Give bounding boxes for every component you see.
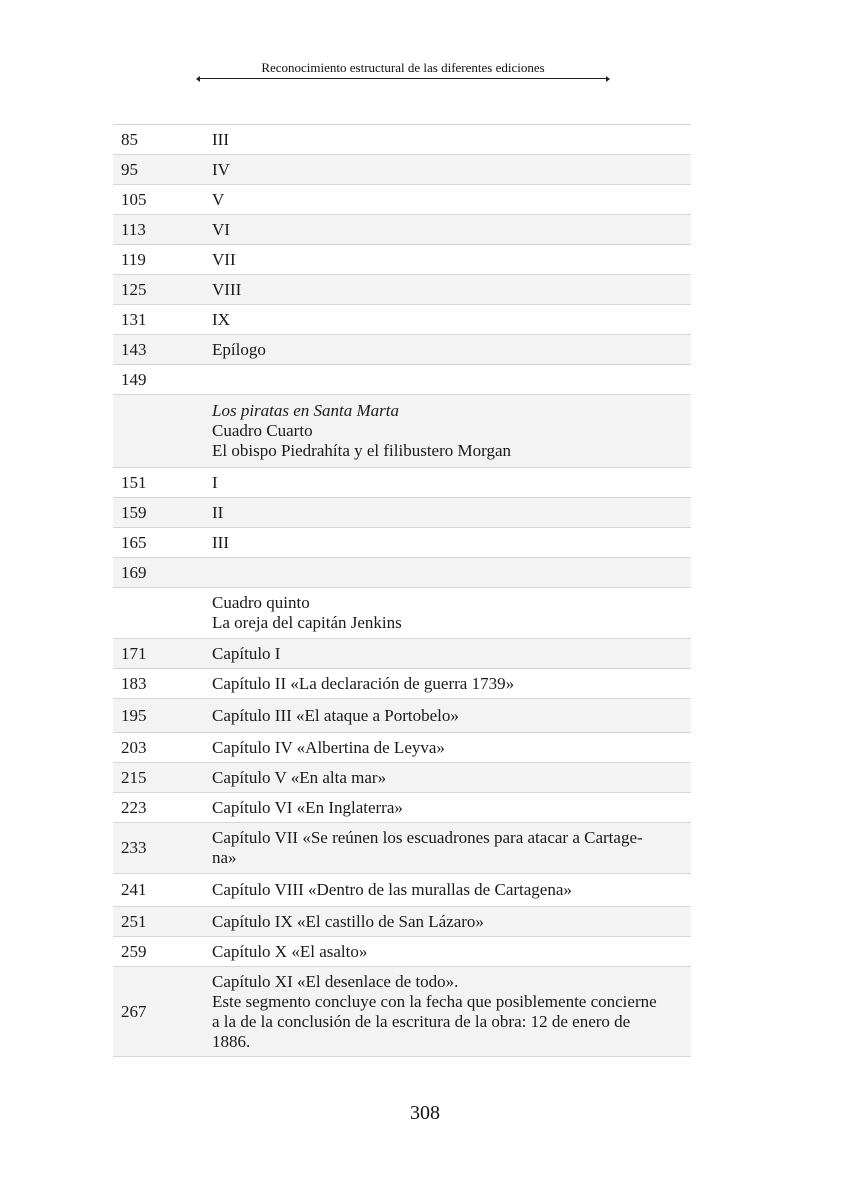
toc-page-number: 131 [121, 309, 147, 329]
toc-page-number: 119 [121, 249, 146, 269]
toc-page-number: 195 [121, 705, 147, 725]
running-header: Reconocimiento estructural de las diferentes ediciones [261, 60, 545, 75]
toc-row [113, 527, 691, 557]
toc-page-number: 259 [121, 941, 147, 961]
toc-row [113, 467, 691, 497]
toc-entry [212, 473, 691, 493]
toc-entry [212, 250, 691, 270]
toc-entry [212, 644, 691, 664]
toc-entry [212, 738, 691, 758]
toc-page-number: 151 [121, 472, 147, 492]
toc-entry-line: 1886. [212, 1031, 251, 1051]
toc-page-number: 251 [121, 911, 147, 931]
toc-entry-line: Capítulo IX «El castillo de San Lázaro» [212, 911, 484, 931]
toc-row [113, 154, 691, 184]
toc-entry-line: na» [212, 848, 237, 867]
toc-entry-line: Capítulo I [212, 643, 281, 663]
toc-row [113, 873, 691, 906]
toc-entry-line: Epílogo [212, 339, 266, 359]
toc-entry [212, 533, 691, 553]
toc-entry-line: Capítulo VIII «Dentro de las murallas de Cartagena» [212, 880, 572, 899]
toc-entry [212, 340, 691, 360]
toc-page-number: 105 [121, 189, 147, 209]
toc-entry-line: El obispo Piedrahíta y el filibustero Morgan [212, 441, 512, 460]
toc-row [113, 966, 691, 1057]
toc-entry [212, 798, 691, 818]
toc-entry-line: Este segmento concluye con la fecha que posiblemente concierne [212, 991, 657, 1011]
toc-entry-line: III [212, 129, 229, 149]
toc-row [113, 557, 691, 587]
toc-entry-line: Cuadro Cuarto [212, 421, 313, 440]
toc-entry-line: II [212, 502, 224, 522]
toc-entry-line: Capítulo IV «Albertina de Leyva» [212, 737, 445, 757]
toc-entry-line: Capítulo X «El asalto» [212, 941, 368, 961]
toc-entry [212, 942, 691, 962]
toc-entry-line: V [212, 189, 225, 209]
toc-page-number: 223 [121, 797, 147, 817]
toc-entry-line: Capítulo V «En alta mar» [212, 767, 387, 787]
toc-page-number: 95 [121, 159, 138, 179]
toc-entry [212, 828, 691, 868]
toc-row [113, 668, 691, 698]
toc-entry [212, 880, 691, 900]
toc-row [113, 906, 691, 936]
toc-entry [212, 674, 691, 694]
toc-page-number: 183 [121, 673, 147, 693]
toc-page-number: 203 [121, 737, 147, 757]
toc-row [113, 214, 691, 244]
toc-entry [212, 503, 691, 523]
toc-entry [212, 160, 691, 180]
toc-page-number: 149 [121, 369, 147, 389]
toc-row [113, 732, 691, 762]
toc-row [113, 124, 691, 154]
toc-page-number: 267 [121, 1001, 147, 1021]
toc-row [113, 304, 691, 334]
toc-row [113, 698, 691, 732]
toc-row [113, 587, 691, 638]
toc-entry-line: a la de la conclusión de la escritura de la obra: 12 de enero de [212, 1011, 631, 1031]
toc-entry-line: IX [212, 309, 230, 329]
toc-page-number: 171 [121, 643, 147, 663]
toc-entry [212, 593, 691, 633]
toc-row [113, 792, 691, 822]
toc-table [113, 124, 691, 1057]
toc-entry-line: III [212, 532, 229, 552]
header-rule [198, 78, 608, 79]
toc-row [113, 822, 691, 873]
toc-page-number: 85 [121, 129, 138, 149]
toc-page-number: 215 [121, 767, 147, 787]
toc-entry [212, 768, 691, 788]
toc-page-number: 125 [121, 279, 147, 299]
toc-row [113, 334, 691, 364]
toc-entry-line: VII [212, 249, 236, 269]
toc-page-number: 169 [121, 562, 147, 582]
toc-entry [212, 912, 691, 932]
toc-row [113, 762, 691, 792]
toc-page-number: 165 [121, 532, 147, 552]
toc-entry-line: VIII [212, 279, 242, 299]
toc-entry-line: Capítulo VI «En Inglaterra» [212, 797, 403, 817]
toc-row [113, 274, 691, 304]
toc-row [113, 364, 691, 394]
toc-page-number: 241 [121, 880, 147, 899]
toc-row [113, 638, 691, 668]
toc-page-number: 159 [121, 502, 147, 522]
toc-page-number: 113 [121, 219, 146, 239]
toc-row [113, 184, 691, 214]
toc-entry-line: Capítulo XI «El desenlace de todo». [212, 971, 459, 991]
toc-row [113, 936, 691, 966]
toc-entry [212, 220, 691, 240]
toc-entry-line: La oreja del capitán Jenkins [212, 613, 402, 632]
toc-entry [212, 280, 691, 300]
toc-entry-line: VI [212, 219, 230, 239]
toc-page-number: 143 [121, 339, 147, 359]
toc-entry-line: Cuadro quinto [212, 593, 310, 612]
toc-entry-line: IV [212, 159, 230, 179]
toc-entry [212, 972, 691, 1052]
toc-entry [212, 190, 691, 210]
toc-row [113, 394, 691, 467]
toc-row [113, 497, 691, 527]
toc-entry-line: I [212, 472, 218, 492]
toc-entry-line: Capítulo VII «Se reúnen los escuadrones para atacar a Cartage- [212, 828, 643, 847]
toc-entry-line: Capítulo II «La declaración de guerra 1739» [212, 673, 515, 693]
toc-entry-line: Los piratas en Santa Marta [212, 401, 400, 420]
toc-row [113, 244, 691, 274]
page-number: 308 [410, 1102, 440, 1124]
toc-entry [212, 310, 691, 330]
toc-entry-line: Capítulo III «El ataque a Portobelo» [212, 705, 459, 725]
toc-entry [212, 130, 691, 150]
toc-entry [212, 401, 691, 461]
toc-page-number: 233 [121, 838, 147, 857]
toc-entry [212, 706, 691, 726]
